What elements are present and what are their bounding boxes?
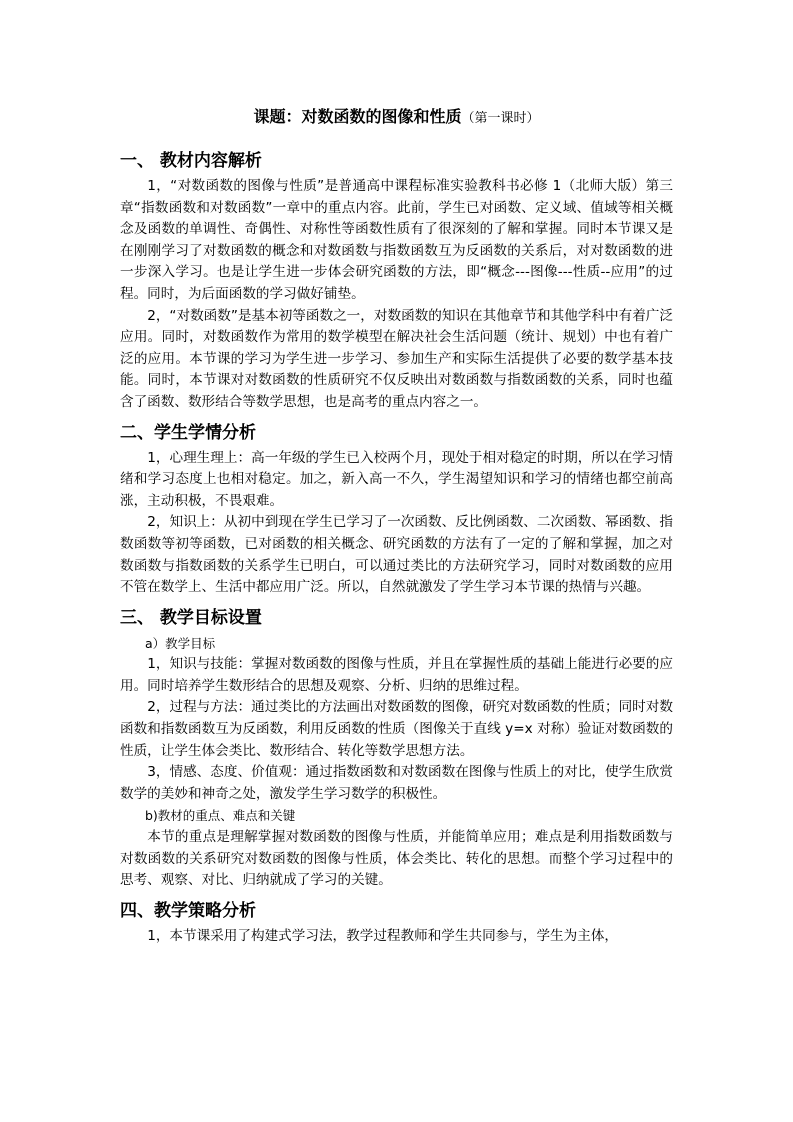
document-body [120,106,673,947]
section-3-paragraph-1: 1，知识与技能：掌握对数函数的图像与性质，并且在掌握性质的基础上能进行必要的应用。同时培养学生数形结合的思想及观察、分析、归纳的思维过程。 [120,656,673,694]
section-heading-3: 三、 教学目标设置 [120,607,262,628]
section-3-paragraph-4: 本节的重点是理解掌握对数函数的图像与性质，并能简单应用；难点是利用指数函数与对数函数的关系研究对数函数的图像与性质，体会类比、转化的思想。而整个学习过程中的思考、观察、对比、归纳就成了学习的关键。 [120,829,673,889]
section-2-paragraph-2: 2，知识上：从初中到现在学生已学习了一次函数、反比例函数、二次函数、幂函数、指数函数等初等函数，已对函数的相关概念、研究函数的方法有了一定的了解和掌握，加之对数函数与指数函数的关系学生已明白，可以通过类比的方法研究学习，同时对数函数的应用不管在数学上、生活中都应用广泛。所以，自然就激发了学生学习本节课的热情与兴趣。 [120,514,673,596]
section-heading-1: 一、 教材内容解析 [120,151,262,171]
section-3-paragraph-2: 2，过程与方法：通过类比的方法画出对数函数的图像，研究对数函数的性质；同时对数函数和指数函数互为反函数，利用反函数的性质（图像关于直线 y=x 对称）验证对数函数的性质，让学生体会类比、数形结合、转化等数学思想方法。 [120,699,673,759]
subheading-key-points: b)教材的重点、难点和关键 [145,808,296,824]
page-title [120,106,673,128]
title-sub: （第一课时） [461,111,540,126]
section-heading-2: 二、学生学情分析 [120,422,256,443]
title-main: 课题：对数函数的图像和性质 [253,107,462,126]
section-heading-4: 四、教学策略分析 [120,900,256,921]
section-4-paragraph-1: 1，本节课采用了构建式学习法，教学过程教师和学生共同参与，学生为主体， [147,927,619,944]
subheading-teaching-goals: a）教学目标 [145,635,216,651]
section-1-paragraph-1: 1，“对数函数的图像与性质”是普通高中课程标准实验教科书必修 1（北师大版）第三章“指数函数和对数函数”一章中的重点内容。此前，学生已对函数、定义域、值域等相关概念及函数的单调性、奇偶性、对称性等函数性质有了很深刻的了解和掌握。同时本节课又是在刚刚学习了对数函数的概念和对数函数与指数函数互为反函数的关系后，对对数函数的进一步深入学习。也是让学生进一步体会研究函数的方法，即“概念---图像---性质--应用”的过程。同时，为后面函数的学习做好铺垫。 [120,178,673,302]
section-2-paragraph-1: 1，心理生理上：高一年级的学生已入校两个月，现处于相对稳定的时期，所以在学习情绪和学习态度上也相对稳定。加之，新入高一不久，学生渴望知识和学习的情绪也都空前高涨，主动积极，不畏艰难。 [120,449,673,509]
section-1-paragraph-2: 2，“对数函数”是基本初等函数之一，对数函数的知识在其他章节和其他学科中有着广泛应用。同时，对数函数作为常用的数学模型在解决社会生活问题（统计、规划）中也有着广泛的应用。本节课的学习为学生进一步学习、参加生产和实际生活提供了必要的数学基本技能。同时，本节课对对数函数的性质研究不仅反映出对数函数与指数函数的关系，同时也蕴含了函数、数形结合等数学思想，也是高考的重点内容之一。 [120,307,673,410]
section-3-paragraph-3: 3，情感、态度、价值观：通过指数函数和对数函数在图像与性质上的对比，使学生欣赏数学的美妙和神奇之处，激发学生学习数学的积极性。 [120,764,673,802]
